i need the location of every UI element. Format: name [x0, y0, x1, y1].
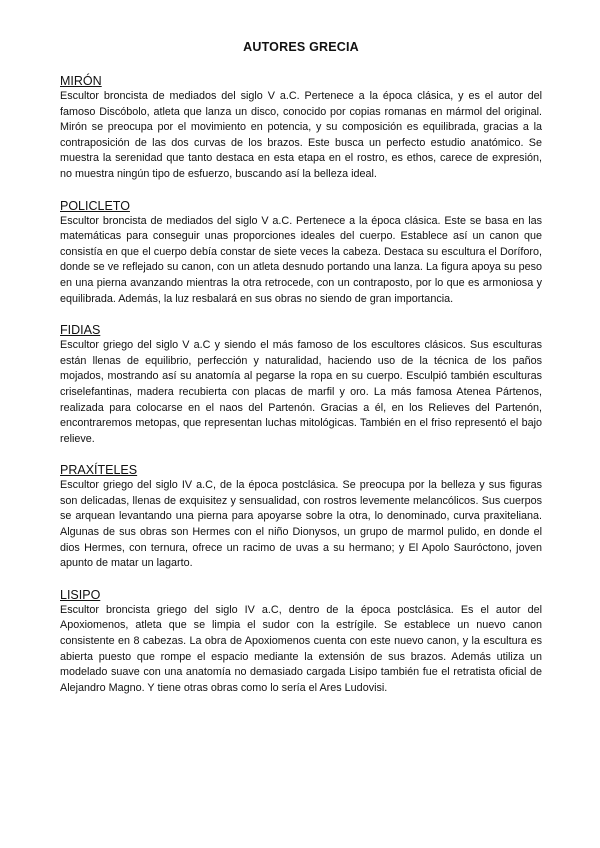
section-text-policleto: Escultor broncista de mediados del siglo V a.C. Pertenece a la época clásica. Este se basa en las matemáticas para conseguir unas proporciones ideales del cuerpo. Establece así un canon que consistía en que el cuerpo debía constar de siete veces la cabeza. Destaca su escultura el Doríforo, donde se ve reflejado su canon, con un atleta desnudo portando una lanza. La figura apoya su peso en una pierna avanzando mientras la otra retrocede, con un contraposto, por lo que es armoniosa y equilibrada. Además, la luz resbalará en sus obras no siendo de gran importancia. [60, 214, 542, 305]
section-text-lisipo: Escultor broncista griego del siglo IV a.C, dentro de la época postclásica. Es el autor del Apoxiomenos, atleta que se limpia el sudor con la estrígile. Se establece un nuevo canon consistente en 8 cabezas. La obra de Apoxiomenos cuenta con este nuevo canon, y la escultura es abierta puesto que rompe el espacio mediante la extensión de sus brazos. Además utiliza un modelado suave con una anatomía no demasiado cargada Lisipo también fue el retratista oficial de Alejandro Magno. Y tiene otras obras como lo sería el Ares Ludovisi. [60, 603, 542, 694]
document-title: AUTORES GRECIA [243, 40, 359, 54]
section-heading-praxiteles: PRAXÍTELES [60, 463, 138, 478]
section-miron [60, 74, 542, 183]
section-praxiteles [60, 463, 542, 572]
section-lisipo [60, 588, 542, 697]
section-fidias [60, 323, 542, 447]
section-policleto [60, 199, 542, 308]
section-heading-policleto: POLICLETO [60, 198, 130, 213]
section-text-praxiteles: Escultor griego del siglo IV a.C, de la época postclásica. Se preocupa por la belleza y sus figuras son delicadas, llenas de exquisitez y sensualidad, con rostros levemente melancólicos. Sus cuerpos se arquean levantando una pierna para apoyarse sobre la otra, lo denominado, curva praxiteliana. Algunas de sus obras son Hermes con el niño Dionysos, un grupo de marmol pulido, en donde el dios Hermes, con ternura, ofrece un racimo de uvas a su hermano; y El Apolo Sauróctono, joven apunto de matar un lagarto. [60, 479, 542, 570]
document-page [60, 40, 542, 712]
section-heading-fidias: FIDIAS [60, 323, 101, 338]
section-heading-miron: MIRÓN [60, 74, 102, 88]
section-text-miron: Escultor broncista de mediados del siglo V a.C. Pertenece a la época clásica, y es el autor del famoso Discóbolo, atleta que lanza un disco, conocido por copias romanas en mármol del original. Mirón se preocupa por el movimiento en potencia, y su composición es equilibrada, gracias a la contraposición de las dos curvas de los brazos. Este busca un perfecto estudio anatómico. Se muestra la serenidad que tanto destaca en esta etapa en el rostro, es ethos, carece de expresión, no muestra ningún tipo de esfuerzo, buscando así la belleza ideal. [60, 90, 542, 180]
section-heading-lisipo: LISIPO [60, 587, 101, 602]
section-text-fidias: Escultor griego del siglo V a.C y siendo el más famoso de los escultores clásicos. Sus esculturas están llenas de equilibrio, perfección y naturalidad, haciendo uso de la técnica de los paños mojados, mostrando así su anatomía al pegarse la ropa en su cuerpo. Esculpió también esculturas criselefantinas, madera recubierta con placas de marfil y oro. La más famosa Atenea Pártenos, realizada para colocarse en el naos del Partenón. Gracias a él, en los Relieves del Partenón, encontraremos metopas, que representan luchas mitológicas. También en el friso representó el bajo relieve. [60, 339, 542, 445]
